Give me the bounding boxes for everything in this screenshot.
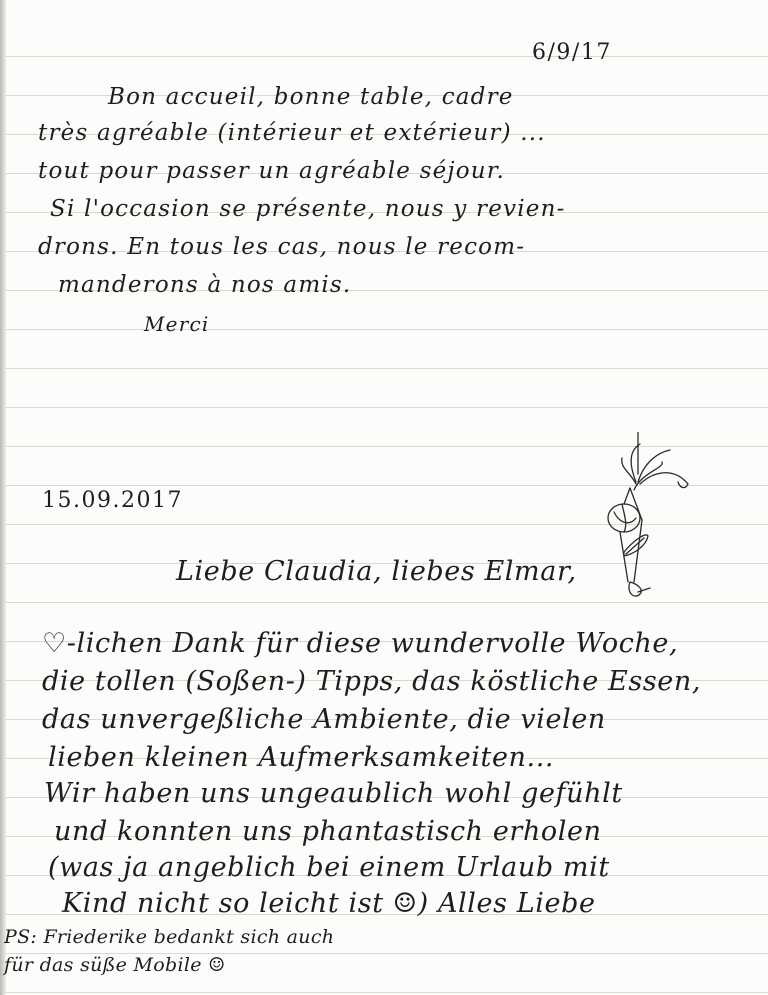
entry2-line-7: (was ja angeblich bei einem Urlaub mit [48,852,610,883]
entry1-line-3: tout pour passer un agréable séjour. [38,158,505,184]
entry2-greeting: Liebe Claudia, liebes Elmar, [176,556,577,587]
entry2-line-1: ♡-lichen Dank für diese wundervolle Woche, [42,628,679,659]
entry2-postscript-2: für das süße Mobile ☺ [4,954,226,976]
entry2-postscript-1: PS: Friederike bedankt sich auch [4,926,335,948]
entry1-line-2: très agréable (intérieur et extérieur) ... [38,120,546,146]
binding-edge [0,0,6,995]
entry2-line-4: lieben kleinen Aufmerksamkeiten... [48,742,555,773]
entry1-line-5: drons. En tous les cas, nous le recom- [38,234,526,260]
entry1-line-4: Si l'occasion se présente, nous y revien- [50,196,566,222]
entry2-line-6: und konnten uns phantastisch erholen [54,816,602,847]
entry1-date: 6/9/17 [532,40,612,65]
entry1-line-6: manderons à nos amis. [58,272,352,298]
entry2-line-5: Wir haben uns ungeaublich wohl gefühlt [44,778,623,809]
entry2-date: 15.09.2017 [42,488,183,513]
entry1-line-1: Bon accueil, bonne table, cadre [108,84,514,110]
entry2-line-8: Kind nicht so leicht ist ☺) Alles Liebe [62,888,596,919]
onion-sketch-drawing [600,432,695,607]
entry2-line-3: das unvergeßliche Ambiente, die vielen [42,704,606,735]
entry1-signature: Merci [144,312,210,336]
entry2-line-2: die tollen (Soßen-) Tipps, das köstliche Essen, [42,666,702,697]
